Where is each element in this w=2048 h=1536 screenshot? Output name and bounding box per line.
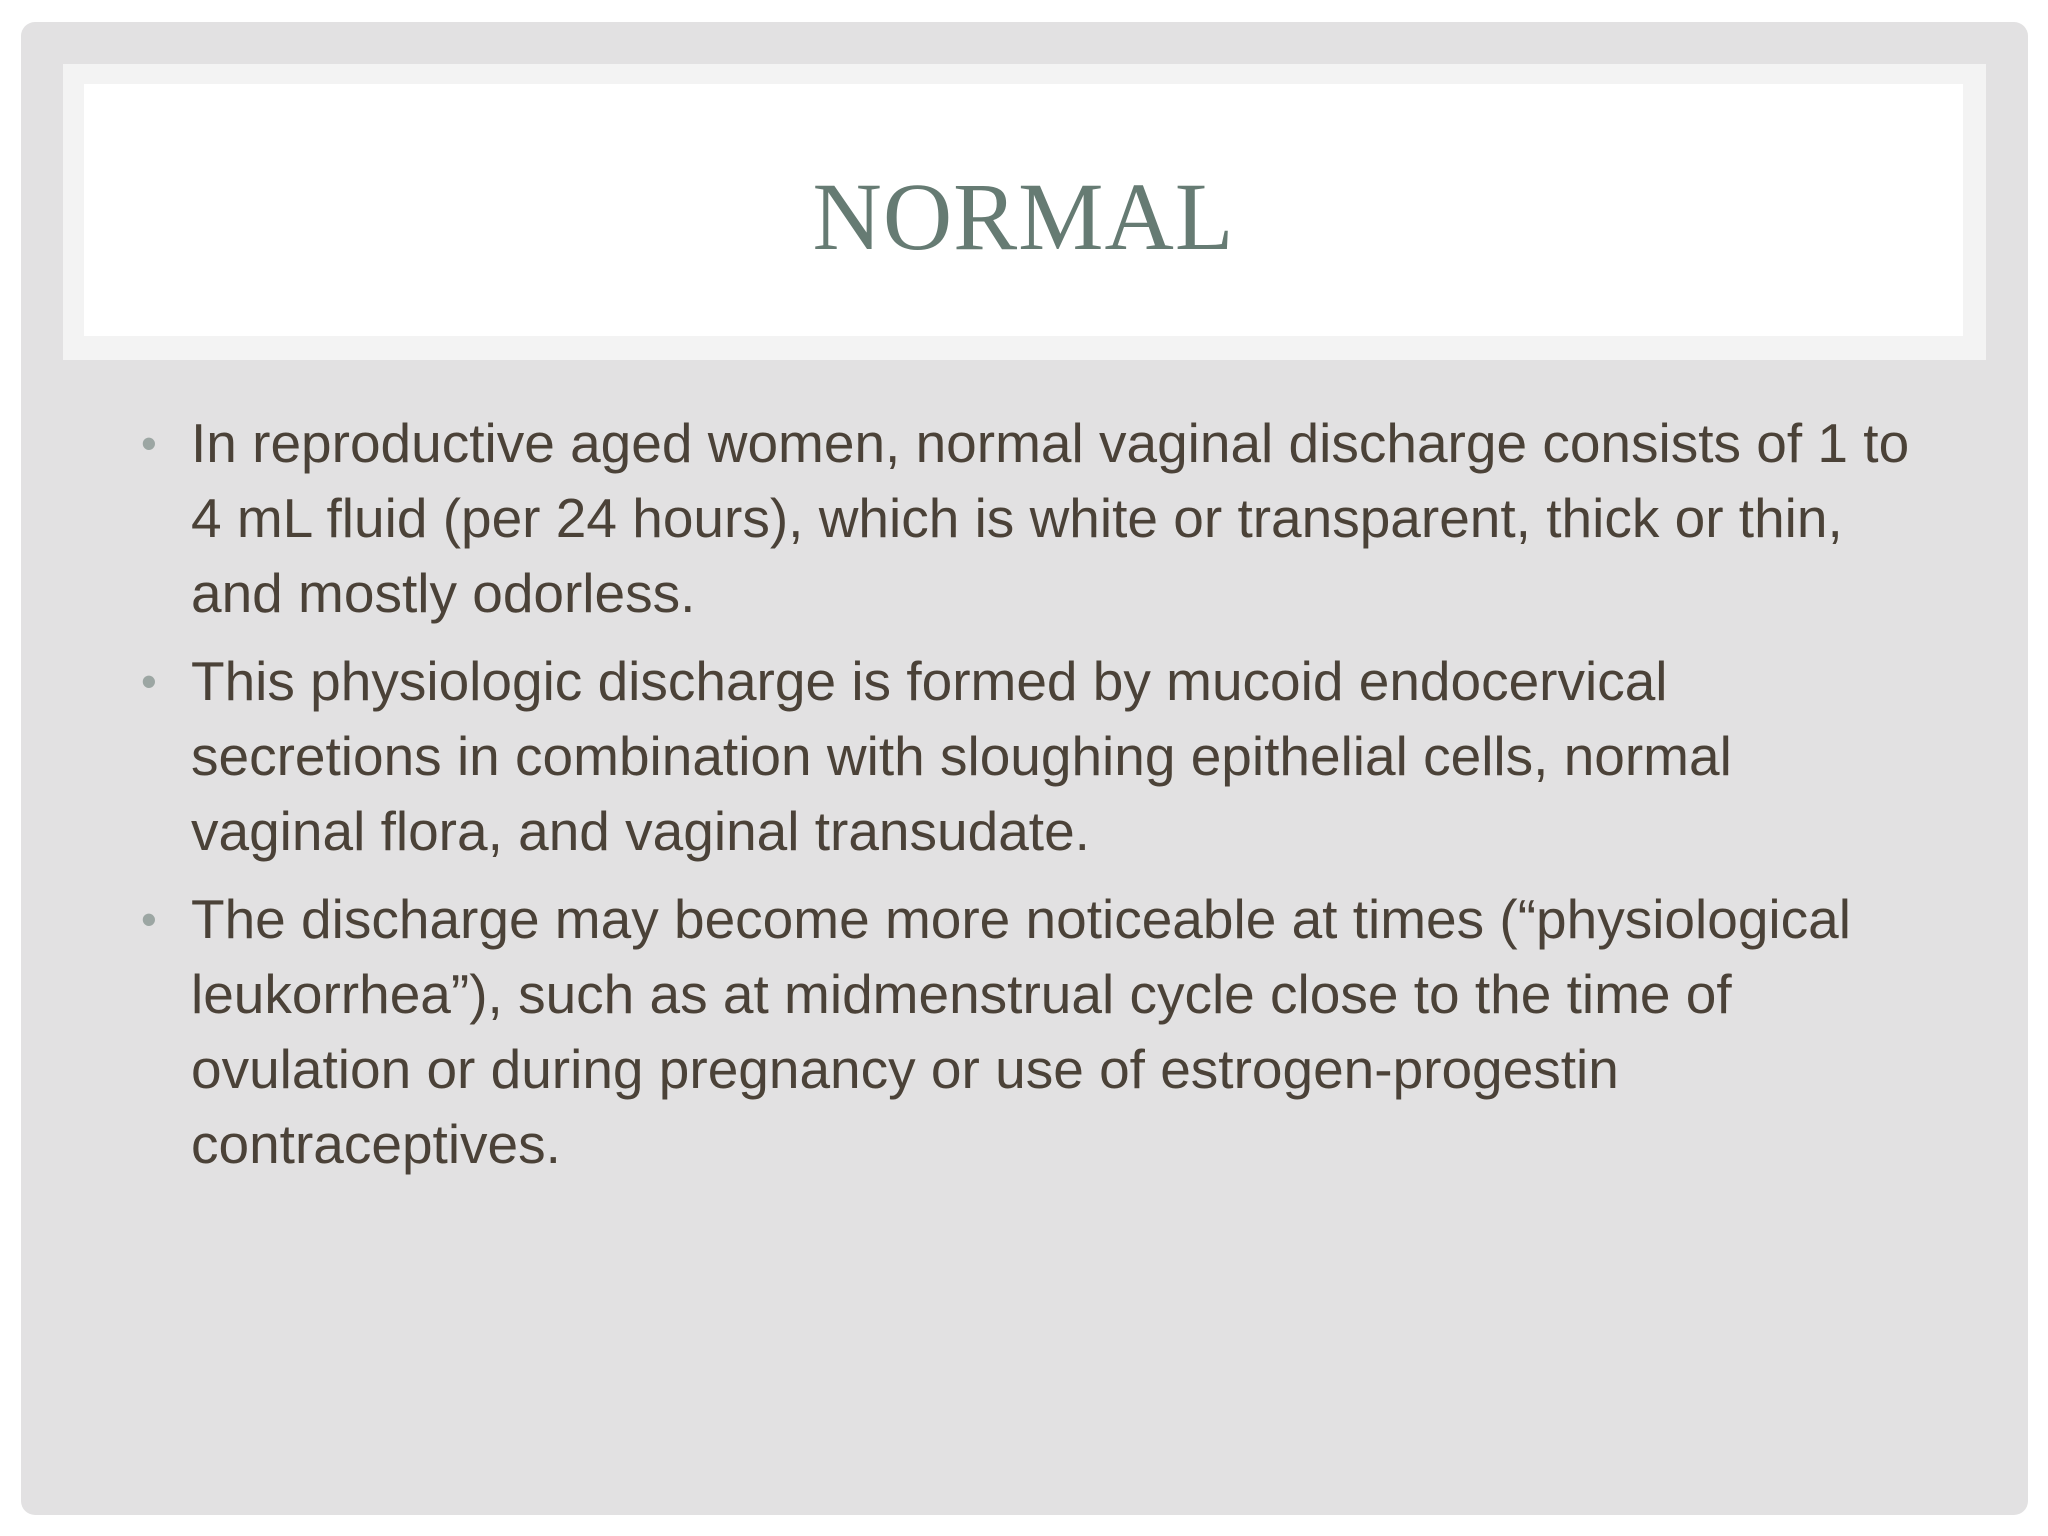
title-box xyxy=(84,84,1963,336)
bullet-text-3: The discharge may become more noticeable at times (“physiological leukorrhea”), such as at midmenstrual cycle close to the time of ovulation or during pregnancy or use of estrogen-progestin contraceptives. xyxy=(191,888,1851,1175)
bullet-dot-icon: • xyxy=(141,656,157,707)
bullet-list xyxy=(141,406,1911,1195)
slide-title: NORMAL xyxy=(812,163,1235,270)
bullet-text-1: In reproductive aged women, normal vaginal discharge consists of 1 to 4 mL fluid (per 24 hours), which is white or transparent, thick or thin, and mostly odorless. xyxy=(191,412,1910,624)
bullet-dot-icon: • xyxy=(141,894,157,945)
title-frame xyxy=(63,64,1986,360)
bullet-dot-icon: • xyxy=(141,418,157,469)
bullet-item-2 xyxy=(141,644,1911,869)
bullet-item-3 xyxy=(141,882,1911,1182)
bullet-item-1 xyxy=(141,406,1911,631)
slide xyxy=(21,22,2028,1515)
bullet-text-2: This physiologic discharge is formed by mucoid endocervical secretions in combination with sloughing epithelial cells, normal vaginal flora, and vaginal transudate. xyxy=(191,650,1732,862)
